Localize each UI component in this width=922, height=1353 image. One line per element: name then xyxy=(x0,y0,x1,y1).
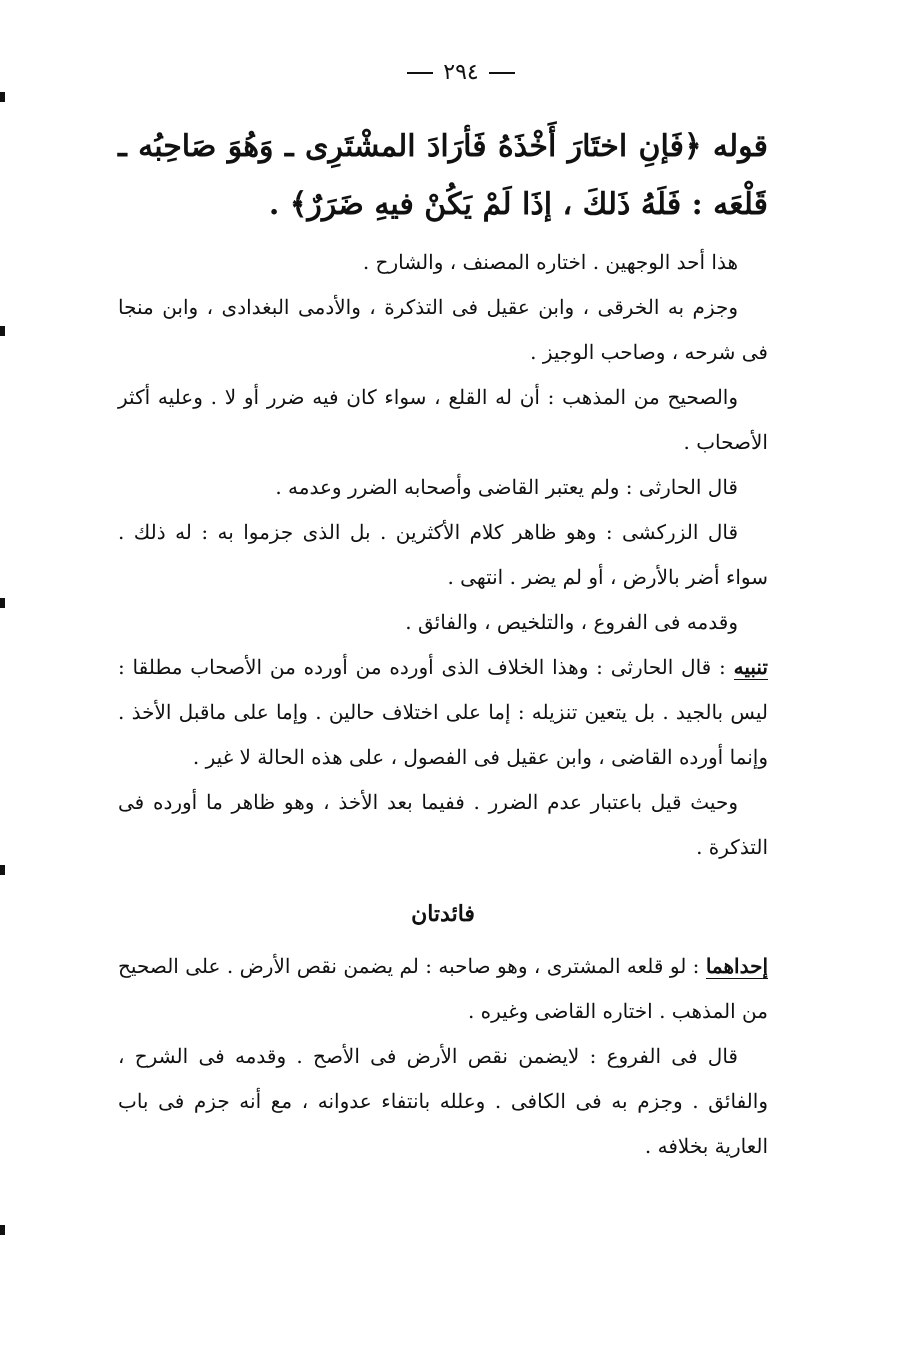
paragraph: وحيث قيل باعتبار عدم الضرر . ففيما بعد الأخذ ، وهو ظاهر ما أورده فى التذكرة . xyxy=(118,790,768,859)
page-number-value: ٢٩٤ xyxy=(443,60,479,85)
page-body xyxy=(118,118,768,1169)
dash xyxy=(407,72,433,74)
ihdahuma-paragraph xyxy=(118,944,768,1034)
paragraph: قال فى الفروع : لايضمن نقص الأرض فى الأصح . وقدمه فى الشرح ، والفائق . وجزم به فى الكافى . وعلله بانتفاء عدوانه ، مع أنه جزم فى باب العارية بخلافه . xyxy=(118,1044,768,1158)
tanbih-text: : قال الحارثى : وهذا الخلاف الذى أورده من أورده من الأصحاب مطلقا : ليس بالجيد . بل يتعين تنزيله : إما على اختلاف حالين . وإما على ماقبل الأخذ . وإنما أورده القاضى ، وابن عقيل فى الفصول ، على هذه الحالة لا غير . xyxy=(118,655,768,769)
margin-mark xyxy=(0,865,5,875)
ihdahuma-text: : لو قلعه المشترى ، وهو صاحبه : لم يضمن نقص الأرض . على الصحيح من المذهب . اختاره القاضى وغيره . xyxy=(118,954,768,1023)
section-heading: فائدتان xyxy=(411,901,475,927)
tanbih-paragraph xyxy=(118,645,768,780)
page-number xyxy=(0,60,922,85)
paragraph: وجزم به الخرقى ، وابن عقيل فى التذكرة ، والأدمى البغدادى ، وابن منجا فى شرحه ، وصاحب الوجيز . xyxy=(118,295,768,364)
quoted-text: قوله ﴿فَإنِ اختَارَ أَخْذَهُ فَأرَادَ المشْتَرِى ـ وَهُوَ صَاحِبُه ـ قَلْعَه : فَلَهُ ذَلكَ ، إذَا لَمْ يَكُنْ فيهِ ضَرَرٌ﴾ . xyxy=(118,129,768,222)
margin-mark xyxy=(0,598,5,608)
paragraph: هذا أحد الوجهين . اختاره المصنف ، والشارح . xyxy=(362,250,738,274)
paragraph: قال الحارثى : ولم يعتبر القاضى وأصحابه الضرر وعدمه . xyxy=(275,475,738,499)
paragraph: وقدمه فى الفروع ، والتلخيص ، والفائق . xyxy=(405,610,738,634)
margin-mark xyxy=(0,1225,5,1235)
ihdahuma-label: إحداهما xyxy=(705,954,769,978)
dash xyxy=(489,72,515,74)
paragraph: قال الزركشى : وهو ظاهر كلام الأكثرين . بل الذى جزموا به : له ذلك . سواء أضر بالأرض ، أو لم يضر . انتهى . xyxy=(118,520,768,589)
margin-mark xyxy=(0,326,5,336)
margin-mark xyxy=(0,92,5,102)
paragraph: والصحيح من المذهب : أن له القلع ، سواء كان فيه ضرر أو لا . وعليه أكثر الأصحاب . xyxy=(118,385,768,454)
tanbih-label: تنبيه xyxy=(733,655,768,679)
